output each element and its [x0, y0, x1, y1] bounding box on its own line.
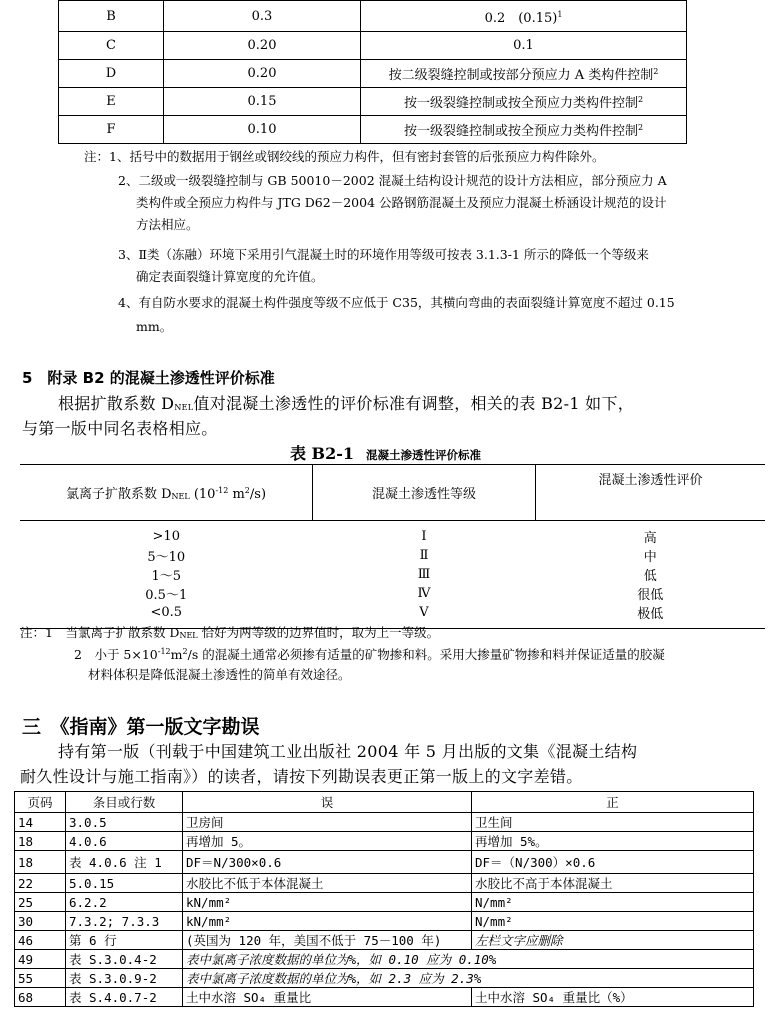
table-row [59, 116, 687, 144]
note-cell [361, 60, 687, 88]
correct-cell: N/mm² [472, 912, 754, 931]
wrong-cell: kN/mm² [183, 893, 472, 912]
item-cell: 表 S.3.0.9-2 [66, 969, 183, 988]
col-header-item: 条目或行数 [66, 792, 183, 813]
table-row [59, 60, 687, 88]
page-cell: 49 [15, 950, 66, 969]
grade-cell: E [59, 88, 164, 116]
note-sup: 2 [182, 647, 188, 656]
wrong-cell: DF＝N/300×0.6 [183, 851, 472, 874]
note-2-line-3: 方法相应。 [136, 217, 199, 232]
grade-cell: Ⅲ [417, 567, 431, 582]
page-cell: 46 [15, 931, 66, 950]
footnote-ref: 2 [637, 95, 644, 104]
note-2-line-1: 2、二级或一级裂缝控制与 GB 50010－2002 混凝土结构设计规范的设计方法相应，部分预应力 A [118, 173, 667, 188]
correct-cell: 水胶比不高于本体混凝土 [472, 874, 754, 893]
note-text: 注：1 当氯离子扩散系数 D [20, 625, 180, 640]
note-2-line-2: 类构件或全预应力构件与 JTG D62－2004 公路钢筋混凝土及预应力混凝土桥涵设计规范的设计 [136, 195, 667, 210]
note-cell-text: 0.2 (0.15) [484, 10, 558, 26]
table-note-1 [20, 622, 439, 644]
note-cell [361, 88, 687, 116]
note-text: 2 小于 5×10 [74, 647, 158, 662]
footnote-ref: 2 [637, 123, 644, 132]
table-row [59, 32, 687, 60]
value-cell: 0.10 [164, 116, 361, 144]
section-5-paragraph-line-1 [58, 392, 634, 416]
wrong-cell: 表中氯离子浓度数据的单位为%，如 2.3 应为 2.3% [183, 969, 754, 988]
page-cell: 25 [15, 893, 66, 912]
wrong-cell: 土中水溶 SO₄ 重量比 [183, 988, 472, 1007]
evaluation-cell: 中 [643, 550, 657, 565]
table-row [15, 832, 754, 851]
note-sub: NEL [179, 631, 198, 640]
grade-cell: F [59, 116, 164, 144]
evaluation-cell: 很低 [637, 588, 664, 603]
note-cell-text: 0.1 [513, 38, 534, 53]
header-sup: 2 [244, 486, 250, 495]
diffusion-cell: 0.5～1 [145, 588, 188, 603]
section-5-heading: 5 附录 B2 的混凝土渗透性评价标准 [22, 369, 275, 387]
grade-cell: D [59, 60, 164, 88]
value-cell: 0.20 [164, 32, 361, 60]
item-cell: 4.0.6 [66, 832, 183, 851]
para-sub: NEL [174, 403, 194, 412]
table-row [20, 546, 765, 565]
note-text: /s 的混凝土通常必须掺有适量的矿物掺和料。采用大掺量矿物掺和料并保证适量的胶凝 [187, 647, 665, 662]
note-text: m [170, 647, 183, 662]
note-cell [361, 1, 687, 32]
grade-cell: Ⅴ [419, 605, 429, 620]
page-cell: 14 [15, 813, 66, 832]
evaluation-cell: 高 [643, 531, 657, 546]
crack-width-table [58, 0, 687, 144]
table-row [15, 893, 754, 912]
page-cell: 18 [15, 832, 66, 851]
note-3-line-1: 3、Ⅱ类（冻融）环境下采用引气混凝土时的环境作用等级可按表 3.1.3-1 所示的降低一个等级来 [118, 247, 649, 262]
page-cell: 68 [15, 988, 66, 1007]
item-cell: 3.0.5 [66, 813, 183, 832]
caption-label: 表 B2-1 [289, 444, 354, 463]
correct-cell: 再增加 5%。 [472, 832, 754, 851]
note-3-line-2: 确定表面裂缝计算宽度的允许值。 [136, 269, 324, 284]
header-text: 氯离子扩散系数 D [65, 487, 172, 502]
table-row [20, 521, 765, 547]
table-row [20, 565, 765, 584]
header-text: m [228, 487, 245, 502]
note-cell-text: 按一级裂缝控制或按全预应力类构件控制 [403, 96, 638, 111]
item-cell: 7.3.2; 7.3.3 [66, 912, 183, 931]
value-cell: 0.15 [164, 88, 361, 116]
item-cell: 表 4.0.6 注 1 [66, 851, 183, 874]
item-cell: 第 6 行 [66, 931, 183, 950]
evaluation-cell: 低 [643, 569, 657, 584]
para-text: 值对混凝土渗透性的评价标准有调整，相关的表 B2-1 如下， [193, 394, 635, 413]
table-note-2-line-2: 材料体积是降低混凝土渗透性的简单有效途径。 [88, 667, 351, 682]
page-cell: 22 [15, 874, 66, 893]
item-cell: 5.0.15 [66, 874, 183, 893]
correct-cell: DF＝（N/300）×0.6 [472, 851, 754, 874]
correct-cell: 左栏文字应删除 [472, 931, 754, 950]
note-4-line-1: 4、有自防水要求的混凝土构件强度等级不应低于 C35，其横向弯曲的表面裂缝计算宽度不超过 0.15 [118, 295, 675, 310]
table-b2-1-caption [0, 441, 771, 464]
table-note-2-line-1 [74, 644, 665, 666]
note-4-line-2: mm。 [136, 319, 173, 334]
diffusion-cell: 5～10 [147, 550, 186, 565]
col-header-grade: 混凝土渗透性等级 [313, 465, 536, 521]
errata-paragraph-line-1: 持有第一版（刊载于中国建筑工业出版社 2004 年 5 月出版的文集《混凝土结构 [58, 742, 638, 761]
caption-title: 混凝土渗透性评价标准 [366, 448, 481, 462]
table-row [15, 851, 754, 874]
note-cell [361, 32, 687, 60]
grade-cell: Ⅱ [419, 548, 429, 563]
wrong-cell: 表中氯离子浓度数据的单位为%，如 0.10 应为 0.10% [183, 950, 754, 969]
note-text: 恰好为两等级的边界值时，取为上一等级。 [197, 625, 440, 640]
grade-cell: C [59, 32, 164, 60]
correct-cell: 卫生间 [472, 813, 754, 832]
wrong-cell: kN/mm² [183, 912, 472, 931]
note-cell-text: 按一级裂缝控制或按全预应力类构件控制 [403, 124, 638, 139]
header-text: (10 [189, 487, 216, 502]
table-row [15, 988, 754, 1007]
wrong-cell: 水胶比不低于本体混凝土 [183, 874, 472, 893]
item-cell: 6.2.2 [66, 893, 183, 912]
col-header-correct: 正 [472, 792, 754, 813]
table-row [15, 969, 754, 988]
footnote-ref: 1 [557, 9, 563, 19]
table-row [15, 813, 754, 832]
note-sup: -12 [157, 647, 171, 656]
diffusion-cell: 1～5 [151, 569, 182, 584]
correct-cell: 土中水溶 SO₄ 重量比（%） [472, 988, 754, 1007]
grade-cell: Ⅳ [417, 586, 431, 601]
errata-section-heading: 三 《指南》第一版文字勘误 [22, 716, 260, 738]
wrong-cell: 再增加 5。 [183, 832, 472, 851]
para-text: 根据扩散系数 D [58, 394, 175, 413]
wrong-cell: 卫房间 [183, 813, 472, 832]
table-row [59, 1, 687, 32]
col-header-wrong: 误 [183, 792, 472, 813]
evaluation-cell: 极低 [637, 607, 664, 622]
col-header-evaluation: 混凝土渗透性评价 [536, 465, 766, 521]
value-cell: 0.3 [164, 1, 361, 32]
footnote-ref: 2 [653, 67, 659, 76]
table-row [15, 912, 754, 931]
page-cell: 18 [15, 851, 66, 874]
note-cell [361, 116, 687, 144]
item-cell: 表 S.3.0.4-2 [66, 950, 183, 969]
value-cell: 0.20 [164, 60, 361, 88]
page-cell: 55 [15, 969, 66, 988]
permeability-table [20, 464, 765, 629]
grade-cell: B [59, 1, 164, 32]
note-cell-text: 按二级裂缝控制或按部分预应力 A 类构件控制 [388, 68, 654, 83]
correct-cell: N/mm² [472, 893, 754, 912]
table-row [15, 874, 754, 893]
col-header-diffusion [20, 465, 313, 521]
header-text: /s) [249, 487, 267, 502]
errata-table [14, 791, 754, 1007]
grade-cell: Ⅰ [421, 529, 427, 544]
table-row [20, 603, 765, 622]
table-row [59, 88, 687, 116]
header-sub: NEL [171, 492, 190, 501]
item-cell: 表 S.4.0.7-2 [66, 988, 183, 1007]
wrong-cell: (英国为 120 年，美国不低于 75－100 年) [183, 931, 472, 950]
table-row [20, 584, 765, 603]
section-5-paragraph-line-2: 与第一版中同名表格相应。 [22, 419, 218, 438]
col-header-page: 页码 [15, 792, 66, 813]
table-row [15, 950, 754, 969]
table-row [15, 931, 754, 950]
errata-paragraph-line-2: 耐久性设计与施工指南》）的读者，请按下列勘误表更正第一版上的文字差错。 [20, 767, 583, 786]
header-sup: -12 [215, 486, 229, 495]
diffusion-cell: >10 [152, 529, 180, 544]
diffusion-cell: <0.5 [150, 605, 183, 620]
page-cell: 30 [15, 912, 66, 931]
note-1: 注：1、括号中的数据用于钢丝或钢绞线的预应力构件，但有密封套管的后张预应力构件除外。 [84, 149, 605, 164]
